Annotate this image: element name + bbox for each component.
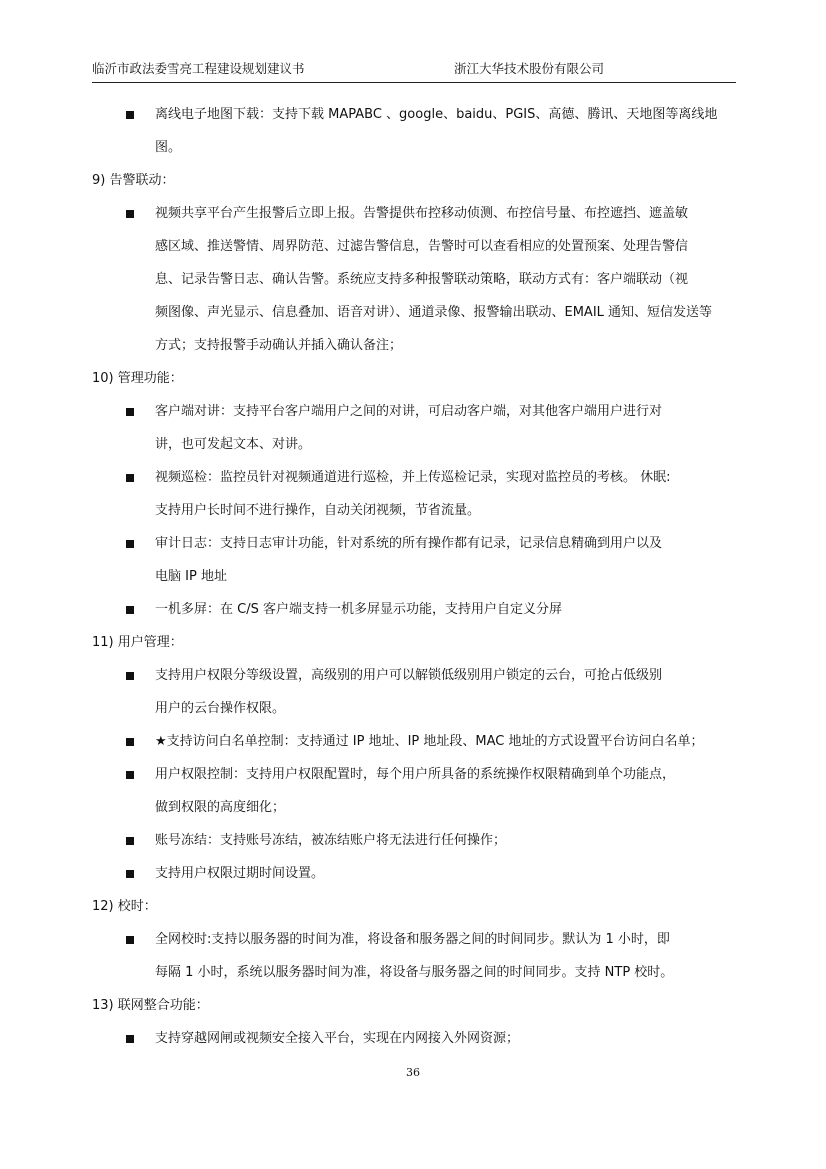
header-document-title: 临沂市政法委雪亮工程建设规划建议书 (92, 61, 305, 76)
bullet-continuation: 方式；支持报警手动确认并插入确认备注； (155, 338, 403, 353)
bullet-item: 离线电子地图下载：支持下载 MAPABC 、google、baidu、PGIS、高德、腾讯、天地图等离线地 (155, 107, 718, 122)
bullet-icon (126, 936, 134, 944)
section-heading: 13) 联网整合功能： (92, 998, 209, 1013)
bullet-item: 用户权限控制：支持用户权限配置时，每个用户所具备的系统操作权限精确到单个功能点， (155, 767, 676, 782)
bullet-icon (126, 474, 134, 482)
section-heading: 10) 管理功能： (92, 371, 183, 386)
bullet-item: 审计日志：支持日志审计功能，针对系统的所有操作都有记录，记录信息精确到用户以及 (155, 536, 663, 551)
bullet-icon (126, 540, 134, 548)
bullet-continuation: 支持用户长时间不进行操作，自动关闭视频，节省流量。 (155, 503, 481, 518)
bullet-item: ★支持访问白名单控制：支持通过 IP 地址、IP 地址段、MAC 地址的方式设置平台访问白名单； (155, 734, 704, 749)
bullet-continuation: 每隔 1 小时，系统以服务器时间为准，将设备与服务器之间的时间同步。支持 NTP 校时。 (155, 965, 674, 980)
bullet-continuation: 用户的云台操作权限。 (155, 701, 286, 716)
bullet-item: 客户端对讲：支持平台客户端用户之间的对讲，可启动客户端，对其他客户端用户进行对 (155, 404, 663, 419)
bullet-continuation: 频图像、声光显示、信息叠加、语音对讲）、通道录像、报警输出联动、EMAIL 通知、短信发送等 (155, 305, 713, 320)
bullet-icon (126, 771, 134, 779)
bullet-item: 一机多屏：在 C/S 客户端支持一机多屏显示功能，支持用户自定义分屏 (155, 602, 562, 617)
bullet-icon (126, 837, 134, 845)
bullet-icon (126, 738, 134, 746)
bullet-icon (126, 672, 134, 680)
page-number: 36 (406, 1066, 420, 1079)
bullet-icon (126, 111, 134, 119)
bullet-icon (126, 606, 134, 614)
bullet-item: 支持穿越网闸或视频安全接入平台，实现在内网接入外网资源； (155, 1031, 520, 1046)
header-company-name: 浙江大华技术股份有限公司 (454, 61, 605, 76)
section-heading: 12) 校时： (92, 899, 157, 914)
bullet-icon (126, 1035, 134, 1043)
bullet-continuation: 息、记录告警日志、确认告警。系统应支持多种报警联动策略，联动方式有：客户端联动（视 (155, 272, 689, 287)
bullet-icon (126, 408, 134, 416)
section-heading: 11) 用户管理： (92, 635, 183, 650)
bullet-item: 视频巡检：监控员针对视频通道进行巡检，并上传巡检记录，实现对监控员的考核。 休眠: (155, 470, 671, 485)
bullet-continuation: 电脑 IP 地址 (155, 569, 227, 584)
bullet-continuation: 做到权限的高度细化； (155, 800, 286, 815)
bullet-item: 账号冻结：支持账号冻结，被冻结账户将无法进行任何操作； (155, 833, 507, 848)
bullet-icon (126, 210, 134, 218)
bullet-icon (126, 870, 134, 878)
section-heading: 9) 告警联动： (92, 173, 175, 188)
bullet-continuation: 讲，也可发起文本、对讲。 (155, 437, 312, 452)
bullet-item: 视频共享平台产生报警后立即上报。告警提供布控移动侦测、布控信号量、布控遮挡、遮盖敏 (155, 206, 689, 221)
page-header (92, 62, 736, 83)
bullet-item: 全网校时:支持以服务器的时间为准，将设备和服务器之间的时间同步。默认为 1 小时，即 (155, 932, 670, 947)
bullet-item: 支持用户权限过期时间设置。 (155, 866, 325, 881)
bullet-item: 支持用户权限分等级设置，高级别的用户可以解锁低级别用户锁定的云台，可抢占低级别 (155, 668, 663, 683)
bullet-continuation: 感区域、推送警情、周界防范、过滤告警信息，告警时可以查看相应的处置预案、处理告警信 (155, 239, 689, 254)
bullet-continuation: 图。 (155, 140, 182, 155)
